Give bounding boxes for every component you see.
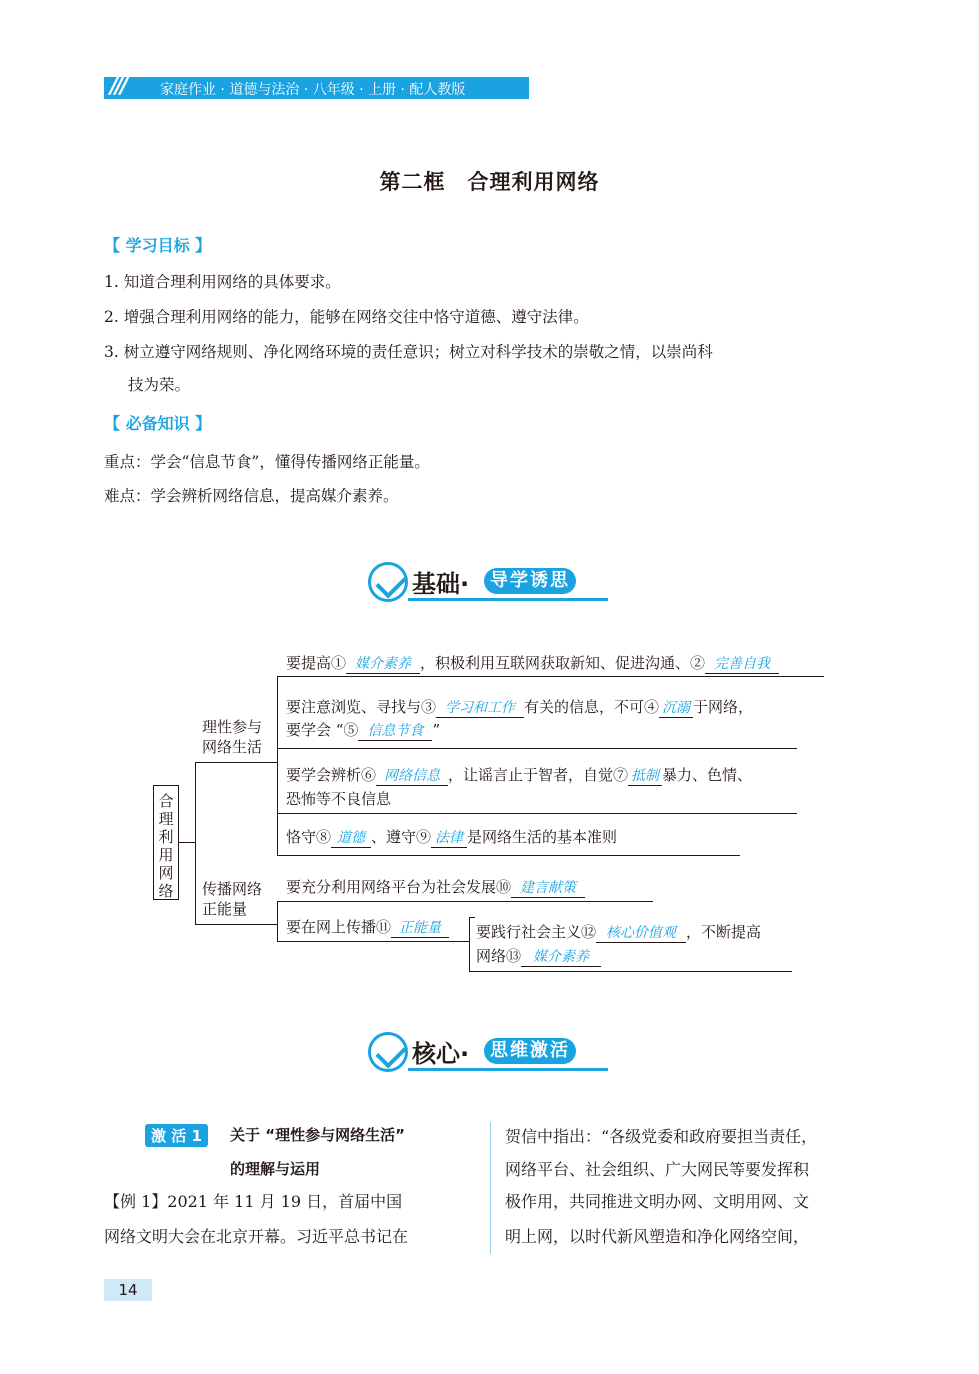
header-text: 家庭作业 · 道德与法治 · 八年级 · 上册 · 配人教版 <box>160 82 466 98</box>
mm-row-2b: 要学会 “⑤ 信息节食 ” <box>286 721 441 739</box>
mm-row-5: 要充分利用网络平台为社会发展⑩ 建言献策 <box>286 876 585 898</box>
mm-row-3b: 恐怖等不良信息 <box>286 790 392 808</box>
mm-line <box>195 762 277 763</box>
mm-line <box>277 941 469 942</box>
knowledge-label: 【 必备知识 】 <box>104 414 212 433</box>
mm-row-2a: 要注意浏览、寻找与③ 学习和工作 有关的信息，不可④ 沉溺 于网络， <box>286 698 754 716</box>
banner-core-title: 核心· <box>412 1040 470 1068</box>
header-slashes: /// <box>110 74 126 99</box>
banner-basic-pill: 导学诱思 <box>484 568 576 594</box>
banner-core <box>368 1028 618 1078</box>
activation-heading-1: 关于 “理性参与网络生活” <box>230 1126 405 1144</box>
difficulty: 难点：学会辨析网络信息，提高媒介素养。 <box>104 487 399 505</box>
mm-line <box>277 813 797 814</box>
column-divider <box>490 1122 491 1254</box>
banner-basic <box>368 558 618 608</box>
mm-line <box>277 748 797 749</box>
mm-row-6: 要在网上传播⑪ 正能量 <box>286 916 449 938</box>
branch-positive-label: 传播网络 正能量 <box>202 880 263 918</box>
mm-row-1: 要提高① 媒介素养 ，积极利用互联网获取新知、促进沟通、② 完善自我 <box>286 652 779 674</box>
key-point: 重点：学会“信息节食”，懂得传播网络正能量。 <box>104 453 430 471</box>
answer-9: 法律 <box>431 827 467 848</box>
mm-line <box>469 971 792 972</box>
mm-line <box>277 676 824 677</box>
answer-11: 正能量 <box>391 917 449 938</box>
mm-line <box>469 917 470 971</box>
mm-row-7b: 网络⑬ 媒介素养 <box>476 945 601 967</box>
page-title: 第二框 合理利用网络 <box>379 169 600 194</box>
banner-underline <box>408 598 608 601</box>
mm-line <box>195 762 196 924</box>
mm-line <box>179 842 195 843</box>
answer-4: 沉溺 <box>659 697 693 718</box>
answer-2: 完善自我 <box>705 653 779 674</box>
answer-3: 学习和工作 <box>436 697 524 718</box>
answer-1: 媒介素养 <box>346 653 420 674</box>
right-line-4: 明上网，以时代新风塑造和净化网络空间， <box>505 1227 810 1246</box>
mm-line <box>277 855 740 856</box>
quill-icon <box>368 562 408 602</box>
objective-3: 3. 树立遵守网络规则、净化网络环境的责任意识；树立对科学技术的崇敬之情，以崇尚科 <box>104 343 713 361</box>
quill-icon <box>368 1032 408 1072</box>
branch-rational-label: 理性参与 网络生活 <box>202 718 263 756</box>
mm-row-7a: 要践行社会主义⑫ 核心价值观 ，不断提高 <box>476 923 762 941</box>
right-line-1: 贺信中指出：“各级党委和政府要担当责任， <box>505 1127 818 1146</box>
objectives-label: 【 学习目标 】 <box>104 236 212 255</box>
right-line-2: 网络平台、社会组织、广大网民等要发挥积 <box>505 1160 810 1179</box>
answer-6: 网络信息 <box>376 765 448 786</box>
answer-7: 抵制 <box>628 765 662 786</box>
banner-core-pill: 思维激活 <box>484 1038 576 1064</box>
mm-line <box>277 901 653 902</box>
mm-line <box>469 917 475 918</box>
right-line-3: 极作用，共同推进文明办网、文明用网、文 <box>505 1192 810 1211</box>
activation-heading-2: 的理解与运用 <box>230 1160 321 1178</box>
mm-row-3a: 要学会辨析⑥ 网络信息 ，让谣言止于智者，自觉⑦ 抵制 暴力、色情、 <box>286 766 753 784</box>
objective-1: 1. 知道合理利用网络的具体要求。 <box>104 273 341 291</box>
objective-2: 2. 增强合理利用网络的能力，能够在网络交往中恪守道德、遵守法律。 <box>104 308 589 326</box>
mm-line <box>277 901 278 941</box>
banner-basic-title: 基础· <box>412 570 470 598</box>
example-line-1: 【例 1】2021 年 11 月 19 日，首届中国 <box>104 1192 403 1211</box>
mm-row-4: 恪守⑧ 道德 、遵守⑨ 法律 是网络生活的基本准则 <box>286 828 618 846</box>
mm-line <box>277 676 278 856</box>
answer-5: 信息节食 <box>358 720 432 741</box>
page-number: 14 <box>104 1279 152 1301</box>
example-line-2: 网络文明大会在北京开幕。习近平总书记在 <box>104 1227 409 1246</box>
answer-13: 媒介素养 <box>521 946 601 967</box>
mm-line <box>195 924 277 925</box>
objective-3-cont: 技为荣。 <box>128 376 191 394</box>
activation-badge: 激 活 1 <box>145 1124 208 1147</box>
mindmap-root: 合 理 利 用 网 络 <box>153 785 179 900</box>
banner-underline <box>408 1068 608 1071</box>
answer-8: 道德 <box>331 827 371 848</box>
answer-12: 核心价值观 <box>596 922 686 943</box>
answer-10: 建言献策 <box>511 877 585 898</box>
